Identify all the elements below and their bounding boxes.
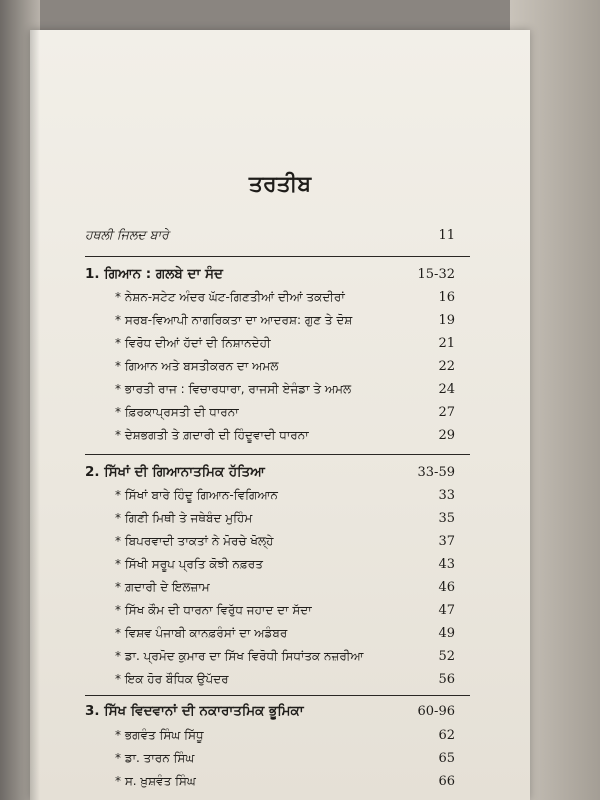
toc-entry — [115, 309, 455, 331]
toc-entry-label: * ਦੇਸ਼ਭਗਤੀ ਤੇ ਗ਼ਦਾਰੀ ਦੀ ਹਿੰਦੂਵਾਦੀ ਧਾਰਨਾ — [115, 427, 309, 442]
toc-entry-page: 37 — [438, 533, 455, 549]
toc-entry-page: 22 — [438, 358, 455, 374]
toc-entry — [115, 645, 455, 667]
toc-entry-label: * ਬਿਪਰਵਾਦੀ ਤਾਕਤਾਂ ਨੇ ਮੋਰਚੇ ਖੋਲ੍ਹੇ — [115, 533, 274, 548]
toc-entry-label: * ਡਾ. ਤਾਰਨ ਸਿੰਘ — [115, 750, 195, 765]
chapter-divider — [85, 454, 470, 455]
toc-entry-label: * ਸ. ਖ਼ੁਸ਼ਵੰਤ ਸਿੰਘ — [115, 773, 196, 788]
toc-entry — [115, 355, 455, 377]
chapter-pages: 15-32 — [417, 266, 455, 282]
toc-entry-page: 47 — [438, 602, 455, 618]
page-title: ਤਰਤੀਬ — [248, 172, 312, 197]
book-page — [30, 30, 530, 800]
toc-entry-page: 52 — [438, 648, 455, 664]
toc-entry-page: 35 — [438, 510, 455, 526]
toc-entry-label: * ਭਗਵੰਤ ਸਿੰਘ ਸਿੱਧੂ — [115, 727, 204, 742]
toc-entry — [115, 668, 455, 690]
toc-entry-label: * ਗਿਆਨ ਅਤੇ ਬਸਤੀਕਰਨ ਦਾ ਅਮਲ — [115, 358, 279, 373]
toc-chapter-2 — [85, 461, 455, 483]
chapter-title: 2. ਸਿੱਖਾਂ ਦੀ ਗਿਆਨਾਤਮਿਕ ਹੱਤਿਆ — [85, 464, 265, 480]
toc-entry — [115, 770, 455, 792]
toc-entry — [115, 424, 455, 446]
toc-entry — [115, 401, 455, 423]
toc-entry-label: * ਸਿੱਖ ਕੌਮ ਦੀ ਧਾਰਨਾ ਵਿਰੁੱਧ ਜਹਾਦ ਦਾ ਸੱਦਾ — [115, 602, 312, 617]
toc-entry-page: 33 — [438, 487, 455, 503]
toc-entry-page: 24 — [438, 381, 455, 397]
toc-entry-page: 49 — [438, 625, 455, 641]
toc-entry — [115, 378, 455, 400]
toc-entry — [115, 530, 455, 552]
chapter-title: 3. ਸਿੱਖ ਵਿਦਵਾਨਾਂ ਦੀ ਨਕਾਰਾਤਮਿਕ ਭੂਮਿਕਾ — [85, 703, 304, 719]
chapter-divider — [85, 256, 470, 257]
toc-entry — [115, 599, 455, 621]
toc-entry — [115, 622, 455, 644]
toc-entry-label: * ਡਾ. ਪ੍ਰਮੋਦ ਕੁਮਾਰ ਦਾ ਸਿੱਖ ਵਿਰੋਧੀ ਸਿਧਾਂਤਕ ਨਜ਼ਰੀਆ — [115, 648, 364, 663]
toc-entry-page: 66 — [438, 773, 455, 789]
toc-entry-page: 43 — [438, 556, 455, 572]
toc-entry — [115, 747, 455, 769]
toc-entry-label: * ਸਰਬ-ਵਿਆਪੀ ਨਾਗਰਿਕਤਾ ਦਾ ਆਦਰਸ਼: ਗੁਣ ਤੇ ਦੋਸ਼ — [115, 312, 353, 327]
toc-entry-label: * ਫ਼ਿਰਕਾਪ੍ਰਸਤੀ ਦੀ ਧਾਰਨਾ — [115, 404, 239, 419]
toc-entry-label: * ਨੇਸ਼ਨ-ਸਟੇਟ ਅੰਦਰ ਘੱਟ-ਗਿਣਤੀਆਂ ਦੀਆਂ ਤਕਦੀਰਾਂ — [115, 289, 345, 304]
toc-entry-label: * ਗਿਣੀ ਮਿਥੀ ਤੇ ਜਥੇਬੰਦ ਮੁਹਿੰਮ — [115, 510, 253, 525]
chapter-pages: 33-59 — [417, 464, 455, 480]
toc-entry — [115, 576, 455, 598]
toc-entry — [115, 724, 455, 746]
toc-entry-page: 29 — [438, 427, 455, 443]
toc-entry-label: * ਗ਼ਦਾਰੀ ਦੇ ਇਲਜ਼ਾਮ — [115, 579, 210, 594]
toc-chapter-1 — [85, 263, 455, 285]
chapter-title: 1. ਗਿਆਨ : ਗਲਬੇ ਦਾ ਸੰਦ — [85, 266, 223, 282]
toc-preface-entry — [85, 224, 455, 246]
toc-entry-page: 27 — [438, 404, 455, 420]
toc-entry-label: ਹਥਲੀ ਜਿਲਦ ਬਾਰੇ — [85, 227, 169, 242]
toc-entry-page: 16 — [438, 289, 455, 305]
toc-entry-page: 65 — [438, 750, 455, 766]
toc-entry-label: * ਸਿੱਖੀ ਸਰੂਪ ਪ੍ਰਤਿ ਕੋਝੀ ਨਫ਼ਰਤ — [115, 556, 263, 571]
toc-entry — [115, 286, 455, 308]
toc-entry-label: * ਵਿਸ਼ਵ ਪੰਜਾਬੀ ਕਾਨਫ਼ਰੰਸਾਂ ਦਾ ਅਡੰਬਰ — [115, 625, 288, 640]
toc-entry-label: * ਸਿੱਖਾਂ ਬਾਰੇ ਹਿੰਦੂ ਗਿਆਨ-ਵਿਗਿਆਨ — [115, 487, 278, 502]
toc-entry-label: * ਭਾਰਤੀ ਰਾਜ : ਵਿਚਾਰਧਾਰਾ, ਰਾਜਸੀ ਏਜੰਡਾ ਤੇ ਅਮਲ — [115, 381, 352, 396]
toc-entry-page: 56 — [438, 671, 455, 687]
chapter-divider — [85, 695, 470, 696]
toc-entry-label: * ਵਿਰੋਧ ਦੀਆਂ ਹੱਦਾਂ ਦੀ ਨਿਸ਼ਾਨਦੇਹੀ — [115, 335, 271, 350]
toc-entry-page: 46 — [438, 579, 455, 595]
toc-entry-page: 21 — [438, 335, 455, 351]
toc-entry — [115, 484, 455, 506]
toc-entry — [115, 332, 455, 354]
toc-entry-page: 11 — [438, 227, 455, 243]
chapter-pages: 60-96 — [417, 703, 455, 719]
page-gutter-shadow — [30, 30, 40, 800]
toc-chapter-3 — [85, 700, 455, 722]
toc-entry-page: 19 — [438, 312, 455, 328]
toc-entry-page: 62 — [438, 727, 455, 743]
toc-entry — [115, 553, 455, 575]
toc-entry — [115, 507, 455, 529]
toc-entry-label: * ਇਕ ਹੋਰ ਬੌਧਿਕ ਉਪੱਦਰ — [115, 671, 229, 686]
